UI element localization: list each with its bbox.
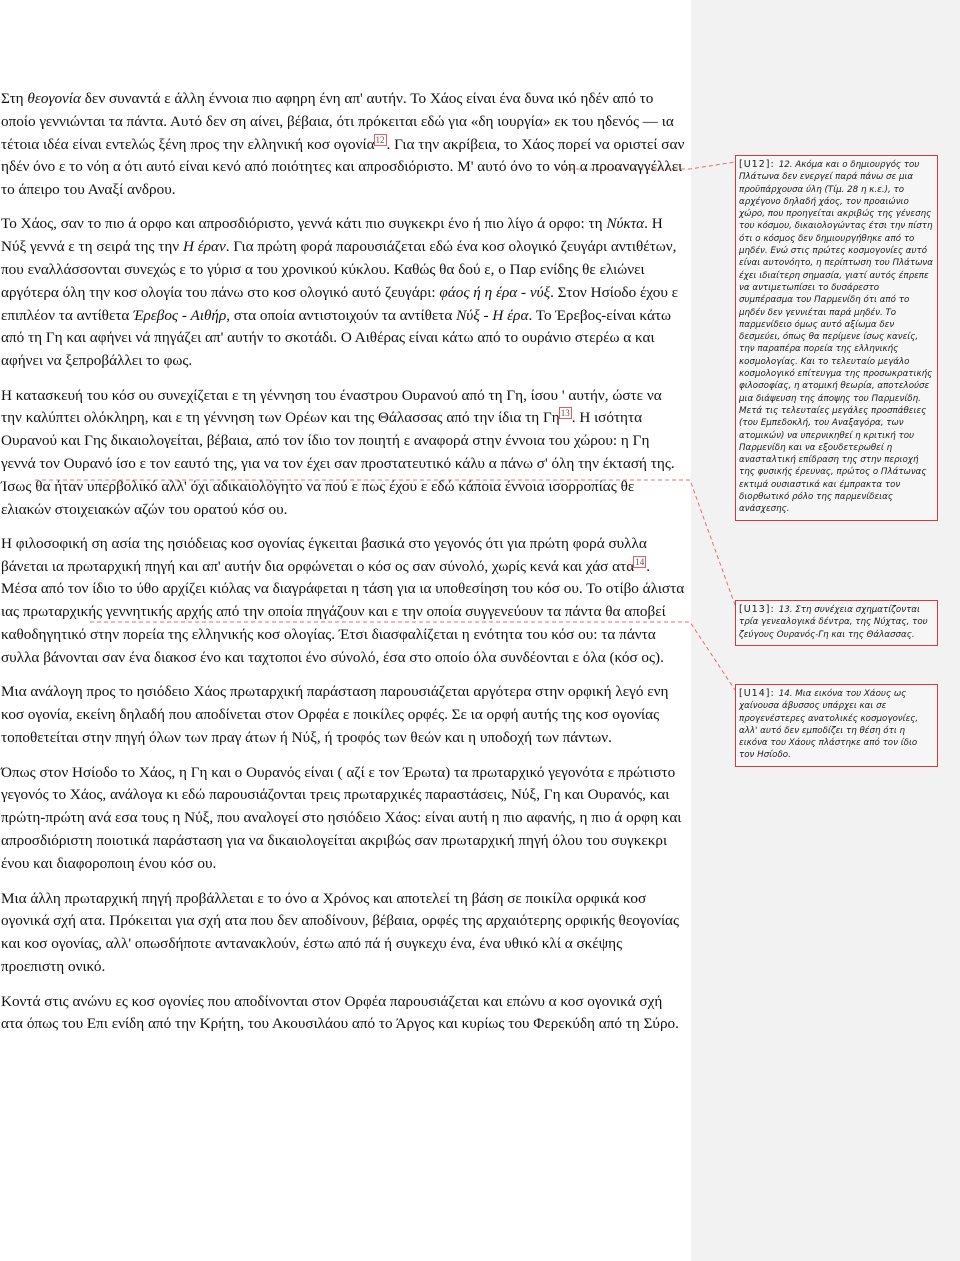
footnote-ref-13[interactable]: 13 — [560, 408, 570, 419]
paragraph-1: Στη θεογονία δεν συναντά ε άλλη έννοια πιο αφηρη ένη απ' αυτήν. Το Χάος είναι ένα δυνα ικό ηδέν από το οποίο γεννιώνται τα πάντα. Αυτό δεν ση αίνει, βέβαια, ότι πρόκειται εδώ για «δη ιουργία» εκ του ηδενός — ια τέτοια ιδέα είναι εντελώς ξένη προς την ελληνική κοσ ογονία$^{12}$ . Για την ακρίβεια, το Χάος πορεί να οριστεί σαν ηδέν όνο ε το νόη α ότι αυτό είναι κενό από ποιότητες και απροσδιόριστο. Μ' αυτό όνο το νόη α προαναγγέλλει το άπειρο του Αναξί ανδρου. — [1, 90, 685, 199]
comment-balloon-13[interactable] — [735, 600, 938, 646]
comment-tag: [U12]: — [739, 159, 779, 170]
comment-text: Μια εικόνα του Χάους ως χαίνουσα άβυσσος υπάρχει και σε προγενέστερες ανατολικές κοσμογονίες, αλλ' αυτό δεν εμποδίζει τη θέση ότι η εικόνα του Χάους πλάστηκε από τον ίδιο τον Ησίοδο. — [739, 689, 919, 761]
comment-tag: [U14]: — [739, 688, 779, 699]
paragraph-2: Το Χάος, σαν το πιο ά ορφο και απροσδιόριστο, γεννά κάτι πιο συγκεκρι ένο ή πιο λίγο ά ορφο: τη Νύκτα. Η Νύξ γεννά ε τη σειρά της την Η έραν. Για πρώτη φορά παρουσιάζεται εδώ ένα κοσ ολογικό ζευγάρι αντιθέτων, που εναλλάσσονται συνεχώς ε το γύρισ α του χρονικού κύκλου. Καθώς θα δού ε, ο Παρ ενίδης θε ελιώνει αργότερα όλη την κοσ ολογία του πάνω στο κοσ ολογικό αυτό ζευγάρι: φάος ή η έρα - νύξ. Στον Ησίοδο έχου ε επιπλέον τα αντίθετα Έρεβος - Αιθήρ, στα οποία αντιστοιχούν τα αντίθετα Νύξ - Η έρα. Το Έρεβος-είναι κάτω από τη Γη και αφήνει νά πηγάζει απ' αυτήν το σκοτάδι. Ο Αιθέρας είναι κάτω από το ουράνιο στερέω α και αφήνει να ξεπροβάλλει το φως. — [1, 215, 679, 370]
comment-number: 14. — [778, 689, 796, 699]
footnote-ref-14[interactable]: 14 — [635, 556, 645, 567]
document-body — [0, 88, 690, 1048]
paragraph-7: Μια άλλη πρωταρχική πηγή προβάλλεται ε το όνο α Χρόνος και αποτελεί τη βάση σε ποικίλα ορφικά κοσ ογονικά σχή ατα. Πρόκειται για σχή ατα που δεν αποδίνουν, βέβαια, ορφές της αρχαιότερης ορφικής θεογονίας και κοσ ογονίας, αλλ' οπωσδήποτε αντανακλούν, έστω από πά ή συγκεχυ ένα, ένα υθικό κλί α σκέψης προεπιστη ονικό. — [1, 889, 680, 975]
comment-tag: [U13]: — [739, 604, 779, 615]
comment-text: Στη συνέχεια σχηματίζονται τρία γενεαλογικά δέντρα, της Νύχτας, του ζεύγους Ουρανός-Γη και της Θάλασσας. — [739, 605, 928, 640]
paragraph-3: Η κατασκευή του κόσ ου συνεχίζεται ε τη γέννηση του έναστρου Ουρανού από τη Γη, ίσου ' αυτήν, ώστε να την καλύπτει ολόκληρη, και ε τη γέννηση των Ορέων και της Θάλασσας από την ίδια τη Γη$^{13}$ . Η ισότητα Ουρανού και Γης δικαιολογείται, βέβαια, από τον ίδιο τον ποιητή ε αναφορά στην έννοια του χώρου: η Γη γεννά τον Ουρανό ίσο ε τον εαυτό της, για να τον έχει σαν προστατευτικό κάλυ α πάνω σ' όλη την έκτασή της. Ίσως θα ήταν υπερβολικό αλλ' όχι αδικαιολόγητο να πού ε πως έχου ε εδώ κάποια έννοια ισορροπίας θε ελιακών στοιχειακών αζών του ορατού κόσ ου. — [1, 386, 675, 518]
paragraph-6: Όπως στον Ησίοδο το Χάος, η Γη και ο Ουρανός είναι ( αζί ε τον Έρωτα) τα πρωταρχικό γεγονότα ε πρώτιστο γεγονός το Χάος, ανάλογα κι εδώ παρουσιάζονται τρεις πρωταρχικές παραστάσεις, Νύξ, Γη και Ουρανός, και πρώτη-πρώτη ανά εσα τους η Νύξ, που αναλογεί στο ησιόδειο Χάος: είναι αυτή η πιο αφανής, η πιο ά ορφη και απροσδιόριστη ποιοτικά παράσταση για να δικαιολογείται ακριβώς σαν πρωταρχική πηγή όλου του συγκεκρι ένου και διαφοροποιη ένου κόσ ου. — [1, 763, 682, 872]
paragraph-5: Μια ανάλογη προς το ησιόδειο Χάος πρωταρχική παράσταση παρουσιάζεται αργότερα στην ορφική λεγό ενη κοσ ογονία, εκείνη δηλαδή που αποδίνεται στον Ορφέα ε ποικίλες ορφές. Σε ια ορφή αυτής της κοσ ογονίας τοποθετείται στην πηγή όλων των πραγ άτων ή Νύξ, ή τροφός των θεών και η υποδοχή των πάντων. — [1, 683, 669, 746]
comment-balloon-12[interactable] — [735, 155, 938, 521]
paragraph-8: Κοντά στις ανώνυ ες κοσ ογονίες που αποδίνονται στον Ορφέα παρουσιάζεται και επώνυ α κοσ ογονικά σχή ατα όπως του Επι ενίδη από την Κρήτη, του Ακουσιλάου από το Άργος και κυρίως του Φερεκύδη από τη Σύρο. — [1, 992, 679, 1033]
comment-number: 13. — [778, 605, 796, 615]
footnote-ref-12[interactable]: 12 — [375, 134, 385, 145]
comment-number: 12. — [778, 160, 796, 170]
paragraph-4: Η φιλοσοφική ση ασία της ησιόδειας κοσ ογονίας έγκειται βασικά στο γεγονός ότι για πρώτη φορά συλλα βάνεται ια πρωταρχική πηγή και απ' αυτήν δια ορφώνεται ο κόσ ος σαν σύνολό, χωρίς κενά και χάσ ατα$^{14}$ . Μέσα από τον ίδιο το ύθο αρχίζει κιόλας να διαγράφεται η τάση για ια υποθεσίηση του κόσ ου. Το οτίβο άλιστα ιας πρωταρχικής γεννητικής αρχής από την οποία πηγάζουν και ε την οποία συγγενεύουν τα πάντα θα αποβεί καθοδηγητικό στην πορεία της ελληνικής κοσ ολογίας. Έτσι διασφαλίζεται η ενότητα του κόσ ου: τα πάντα συλλα βάνονται σαν ένα διακοσ ένο και ταχτοποι ένο σύνολό, έσα στο οποίο όλα συνδέονται ε όλα (κόσ ος). — [1, 534, 685, 666]
comment-text: Ακόμα και ο δημιουργός του Πλάτωνα δεν ενεργεί παρά πάνω σε μια προϋπάρχουσα ύλη (Τίμ. 28 η κ.ε.), το αρχέγονο δηλαδή χάος, τον προαιώνιο χώρο, που προηγείται ακριβώς της γένεσης του κόσμου, δικαιολογώντας έτσι την πίστη ότι ο κόσμος δεν δημιουργήθηκε από το μηδέν. Ενώ στις πρώτες κοσμογονίες αυτό είναι αυτονόητο, η περίπτωση του Πλάτωνα έχει ιδιαίτερη σημασία, γιατί αυτός έπρεπε να αντιμετωπίσει το δυσάρεστο συμπέρασμα του Παρμενίδη ότι από το μηδέν δεν γεννιέται παρά μηδέν. Το παρμενίδειο όμως αυτό αξίωμα δεν δεσμεύει, όπως θα περίμενε ίσως κανείς, την παραπέρα πορεία της ελληνικής κοσμολογίας. Και το τελευταίο μεγάλο κοσμολογικό επίτευγμα της προσωκρατικής φιλοσοφίας, η ατομική θεωρία, αποτελούσε μια διάψευση της άποψης του Παρμενίδη. Μετά τις τελευταίες μεγάλες προσπάθειες (του Εμπεδοκλή, του Αναξαγόρα, των ατομικών) να υπερνικηθεί η κριτική του Παρμενίδη και να εξουδετερωθεί η ανασταλτική επίδραση της στην περιοχή της φυσικής έρευνας, πρώτος ο Πλάτωνας εκτιμά ουσιαστικά και έμπρακτα τον διορθωτικό ρόλο της παρμενίδειας ανάσχεσης. — [739, 160, 933, 515]
comment-balloon-14[interactable] — [735, 684, 938, 767]
